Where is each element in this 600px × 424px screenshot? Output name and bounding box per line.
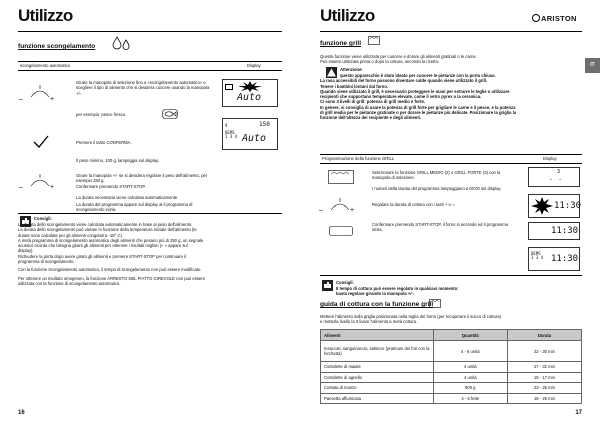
flash-icon bbox=[237, 81, 263, 92]
table-cell: 4 - 6 fette bbox=[433, 393, 507, 404]
grill-icon bbox=[368, 36, 380, 45]
start-stop-icon bbox=[329, 226, 353, 236]
page-title: Utilizzo bbox=[18, 6, 73, 25]
column-header: Quantità bbox=[433, 330, 507, 341]
guide-intro: Mettere l'alimento sulla griglia posizionata nella teglia del forno (per recuperare il succo di cottura) e metterla livello la 3 livare l'alimento a metà cottura. bbox=[320, 314, 501, 325]
lcd-time: 11:30 bbox=[551, 254, 579, 264]
lcd-display-1 bbox=[222, 79, 278, 107]
step-set-time: Regolare la durata di cottura con i tasti + o –. bbox=[372, 202, 456, 207]
table-cell: 4 - 6 unità bbox=[433, 341, 507, 362]
lcd-text: Auto bbox=[237, 92, 262, 103]
page-number: 17 bbox=[575, 410, 582, 416]
table-header-rule bbox=[320, 163, 582, 164]
table-cell: 22 - 30 min bbox=[507, 341, 581, 362]
note-title: Consigli: bbox=[34, 216, 52, 221]
warning-title: Attenzione: bbox=[340, 67, 363, 72]
warning-body: questo apparecchio è stato ideato per cuocere le pietanze con la porta chiusa. La rasa accessibili del forno possono diventare calde quando viene utilizzato il grill. Tenere i bambini lontani dal forno. Quando viene utilizzato il grill, è necessario proteggere le mani per estrarre le teglie o utilizzare recipienti che supportano temperature elevate, come il vetro pyrex o la ceramica. Ci sono 3 livelli di grill: potenza di grill medio e forte. In genere, si consiglia di usare la potenza di grill forte per grigliare le carne e il pesce, e la potenza di grill media per le pietanze gratinate o per dorare le pietanze più delicate. Posizionare la griglia la funzione dell'altezza dei recipiente e degli alimenti. bbox=[320, 73, 517, 121]
lcd-level: 3 bbox=[557, 169, 561, 175]
plus-sign: + bbox=[350, 207, 355, 214]
table-cell: 18 - 25 min bbox=[507, 393, 581, 404]
oven-mini-icon bbox=[225, 84, 233, 90]
note-body: Il tempo di cottura può essere regolato in qualsiasi momento: basta regolare girando la manopola +/-. bbox=[336, 286, 459, 297]
lcd-dashes: - - bbox=[549, 176, 563, 183]
table-cell: Costolette di maiale bbox=[321, 362, 434, 373]
lcd-weight: 150 bbox=[259, 121, 270, 128]
lcd-grill-4 bbox=[528, 247, 580, 271]
brand-logo: ARISTON bbox=[532, 14, 577, 23]
divider bbox=[320, 31, 582, 32]
page-title: Utilizzo bbox=[320, 6, 375, 25]
right-page bbox=[300, 0, 600, 424]
table-bottom-rule bbox=[18, 213, 282, 214]
table-row bbox=[321, 383, 582, 394]
lcd-text: Auto bbox=[242, 133, 267, 144]
lcd-weight-label: g bbox=[225, 122, 228, 127]
grill-mode-icon bbox=[328, 170, 354, 184]
minus-sign: – bbox=[19, 96, 23, 103]
table-header-rule bbox=[18, 70, 282, 71]
step-duration-flash: I numeri della durata del programma lampeggiano a 00:00 sul display. bbox=[372, 186, 502, 191]
table-top-rule bbox=[18, 61, 282, 62]
lcd-mode: DEMS 1 3 4 bbox=[531, 251, 544, 260]
table-cell: 4 unità bbox=[433, 362, 507, 373]
step-auto-duration: La durata necessaria viene calcolata automaticamente. bbox=[76, 195, 179, 200]
divider bbox=[18, 31, 282, 32]
tip-hand-icon bbox=[322, 280, 333, 291]
plus-sign: + bbox=[50, 96, 55, 103]
table-cell: Costata di manzo bbox=[321, 383, 434, 394]
lcd-mode: DEMS 1 3 4 bbox=[225, 130, 238, 139]
step-adjust-weight: Girare la manopola +/- se si desidera regolare il peso dell'alimento, per esempio 150 g. bbox=[76, 173, 208, 184]
step-start: Confermare premendo START-STOP. bbox=[76, 184, 146, 189]
table-row bbox=[321, 341, 582, 362]
step-select-food: Girare la manopola di selezione fino a «scongelamento automatico» e scegliere il tipo di alimento che si desidera cuocere usando la manopola +/-. bbox=[76, 80, 210, 96]
plus-sign: + bbox=[50, 184, 55, 191]
table-row bbox=[321, 362, 582, 373]
table-header-left: scongelamento automatico bbox=[20, 63, 71, 68]
grill-icon bbox=[429, 299, 441, 308]
step-start-grill: Confermare premendo START-STOP, il forno si accende ed il programma inizia. bbox=[372, 222, 509, 233]
table-cell: 15 - 17 min bbox=[507, 372, 581, 383]
table-header-right: Display bbox=[247, 63, 261, 68]
lcd-display-2 bbox=[222, 118, 278, 150]
page-number: 16 bbox=[18, 410, 25, 416]
table-cell: 800 g bbox=[433, 383, 507, 394]
minus-sign: – bbox=[19, 184, 23, 191]
flash-icon bbox=[531, 197, 553, 215]
fish-icon bbox=[162, 109, 178, 119]
table-header-row bbox=[321, 330, 582, 341]
intro-text: Questa funzione viene utilizzata per cuocere e dorare gli alimenti gratinati o le carne. Può essere utilizzata prima o dopo la cottura, secondo la ricetta. bbox=[320, 54, 477, 65]
minus-sign: – bbox=[319, 207, 323, 214]
cooking-guide-table bbox=[320, 329, 582, 404]
section-title: funzione grill bbox=[320, 40, 362, 47]
lcd-grill-1 bbox=[528, 167, 580, 187]
defrost-icon bbox=[112, 36, 132, 50]
lcd-time: 11:30 bbox=[551, 226, 579, 236]
table-cell: 23 - 25 min bbox=[507, 383, 581, 394]
table-cell: Insaccati, sanguinaccio, salsicce (praticare dei fori con la forchetta) bbox=[321, 341, 434, 362]
step-confirm: Premere il tasto CONFERMA. bbox=[76, 140, 132, 145]
checkmark-icon bbox=[33, 135, 49, 149]
table-bottom-rule bbox=[320, 275, 582, 276]
lcd-grill-3 bbox=[528, 222, 580, 240]
language-tab: IT bbox=[585, 58, 600, 73]
table-cell: 4 unità bbox=[433, 372, 507, 383]
table-cell: Pancetta affumicata bbox=[321, 393, 434, 404]
note-title: Consigli: bbox=[336, 280, 354, 285]
table-row bbox=[321, 372, 582, 383]
lcd-grill-2 bbox=[528, 194, 580, 218]
lcd-time: 11:30 bbox=[554, 201, 582, 211]
table-top-rule bbox=[320, 154, 582, 155]
table-cell: Costolette di agnello bbox=[321, 372, 434, 383]
column-header: Durata bbox=[507, 330, 581, 341]
table-row bbox=[321, 393, 582, 404]
step-select-grill: Selezionare la funzione GRILL MEDIO (2) o GRILL FORTE (3) con la manopola di selezione. bbox=[372, 170, 501, 181]
step-min-weight: Il peso minimo, 100 g, lampeggia sul display. bbox=[76, 158, 160, 163]
brand-icon bbox=[532, 14, 540, 22]
note-body: La durata dello scongelamento viene calcolata automaticamente in base al peso dell'alimento. La durata dello scongelamento può variare in funzione della temperatura iniziale dell'alimento (le durate sono calcolate per gli alimenti congelati a -18° C). A metà programma di scongelamento automatico degli alimenti che pesano più di 250 g, un segnale acustico ricorda che bisogna girare gli alimenti per ottenere i risultati migliori (« » appare sul display). Richiudere la porta dopo avere girato gli alimenti e premere START-STOP per continuare il programma di scongelamento. Con la funzione Scongelamento automatico, il tempo di scongelamento non può essere modificato. Per ottenere un risultato omogeneo, la funzione ARRESTO DEL PIATTO GIREVOLE non può essere utilizzata con la funzione di scongelamento automatico. bbox=[18, 222, 205, 286]
table-header-left: Programmazione della funzione GRILL bbox=[322, 156, 395, 161]
step-example: per esempio: pesce fresco. bbox=[76, 112, 127, 117]
step-program-start: La durata del programma appare sul display al il programma di scongelamento inizia. bbox=[76, 202, 193, 213]
column-header: Alimenti bbox=[321, 330, 434, 341]
section-title: funzione scongelamento bbox=[18, 43, 96, 50]
table-cell: 27 - 32 min bbox=[507, 362, 581, 373]
table-header-right: Display bbox=[543, 156, 557, 161]
section-title: guida di cottura con la funzione grill bbox=[320, 301, 434, 308]
